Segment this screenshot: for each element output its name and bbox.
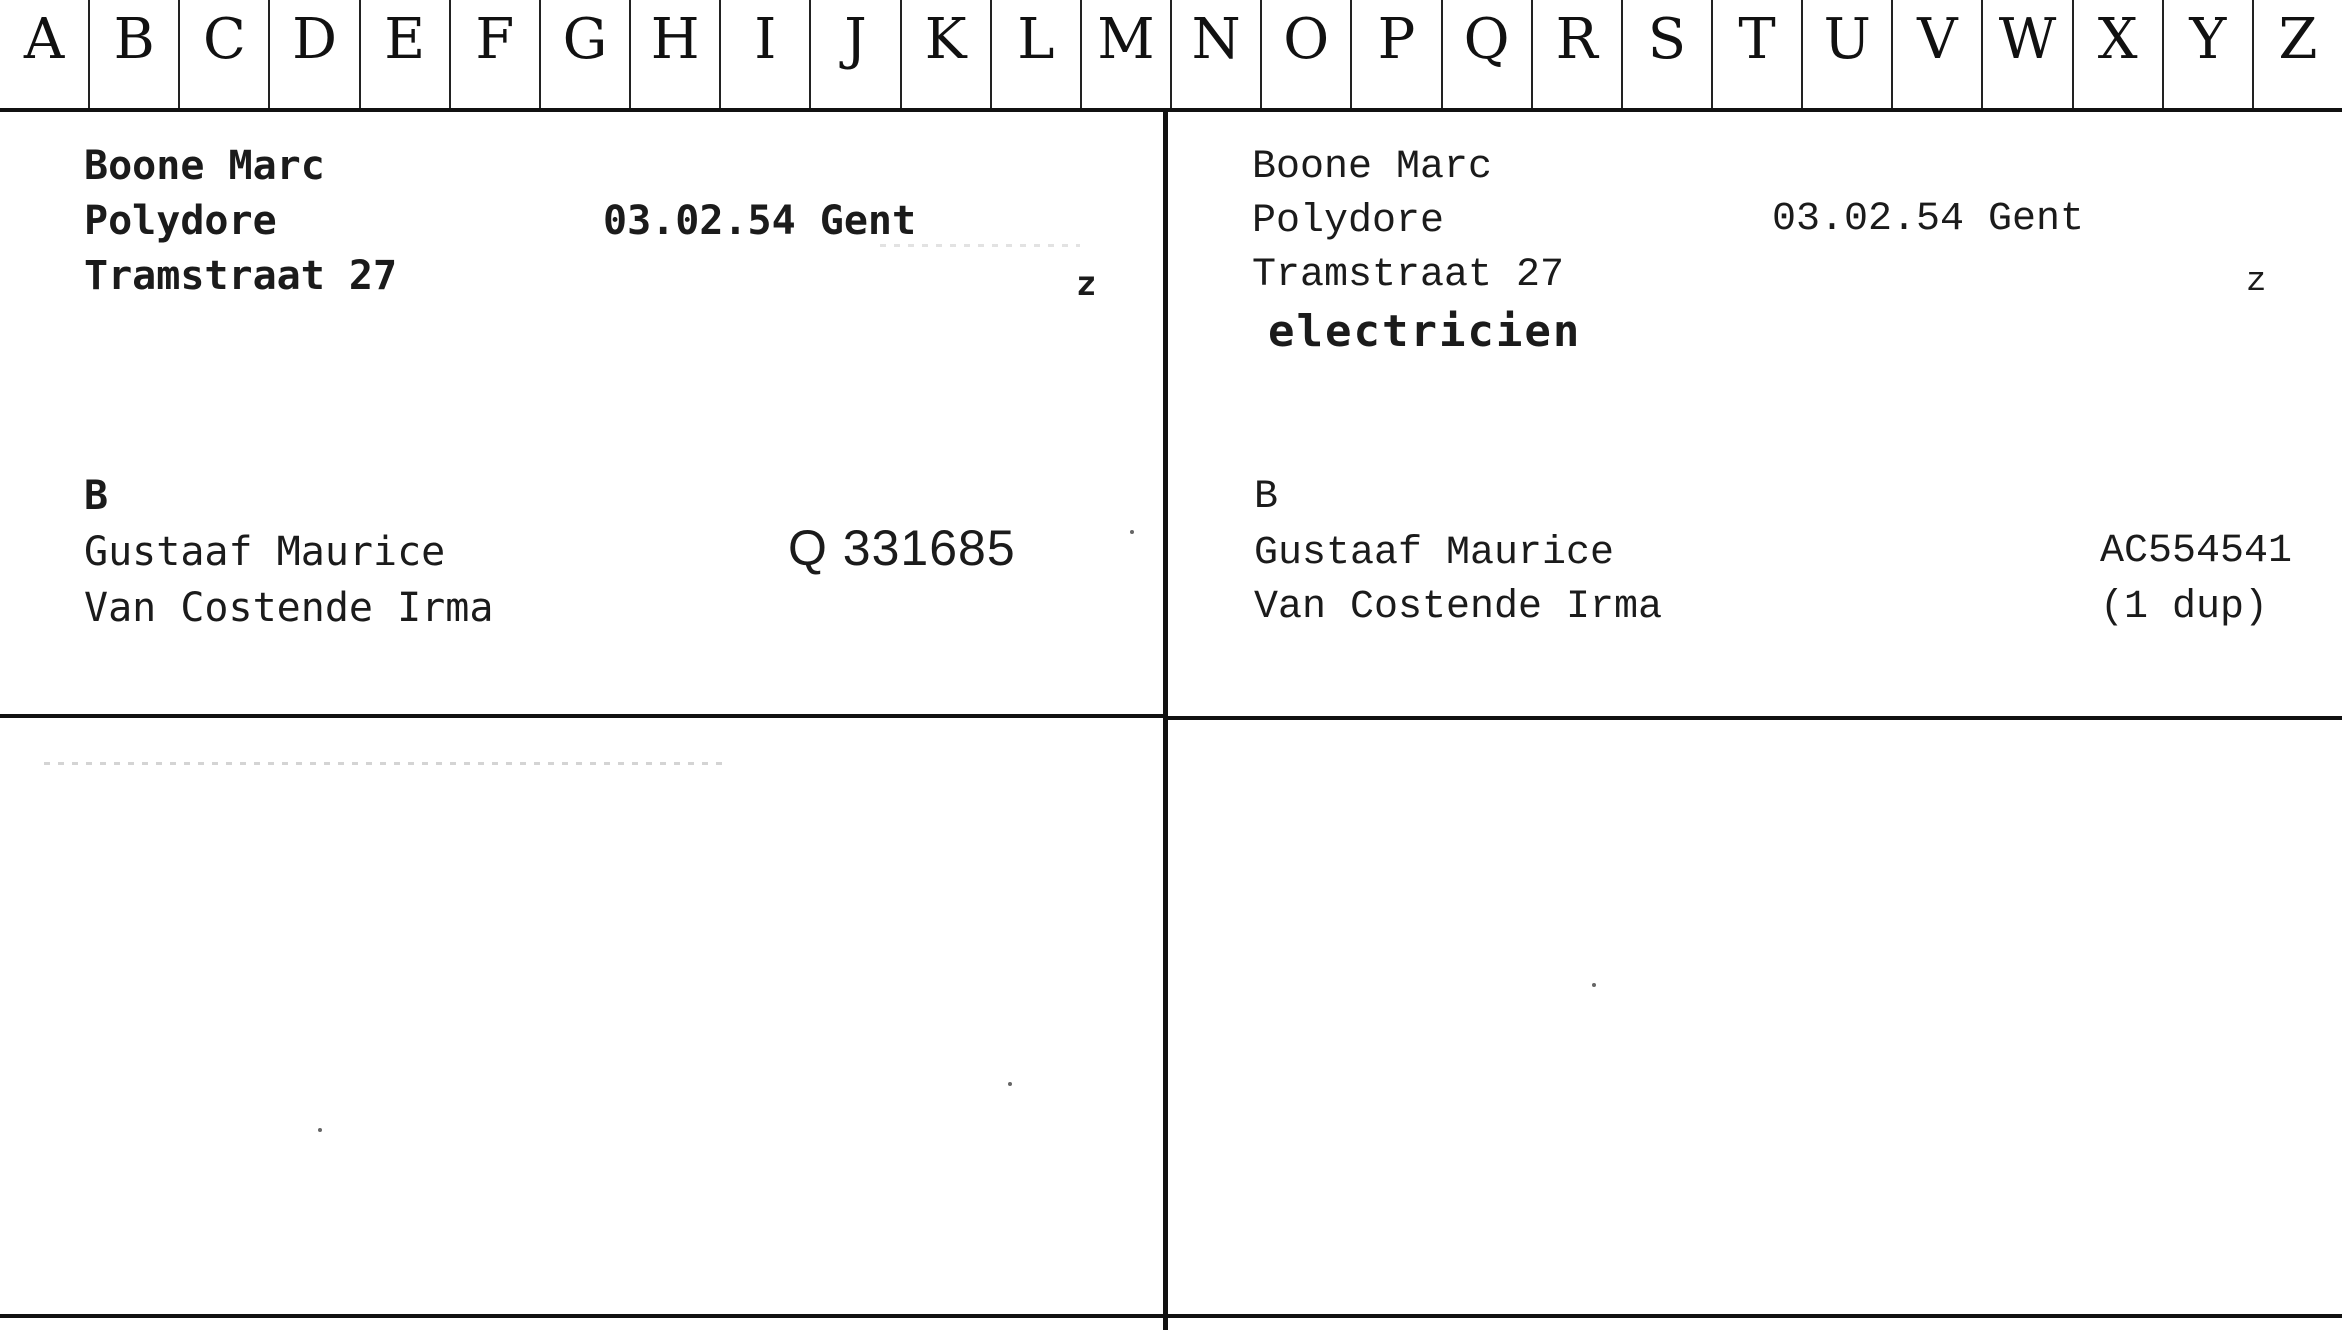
index-letter-k: K bbox=[902, 0, 992, 108]
card-right-note: (1 dup) bbox=[2100, 585, 2269, 630]
scan-noise bbox=[880, 244, 1080, 247]
card-left-marker: z bbox=[1076, 264, 1097, 304]
card-divider-left-bottom bbox=[0, 1314, 1163, 1318]
index-letter-c: C bbox=[180, 0, 270, 108]
index-letter-t: T bbox=[1713, 0, 1803, 108]
card-divider-left-middle bbox=[0, 714, 1163, 718]
index-letter-y: Y bbox=[2164, 0, 2254, 108]
card-left-name: Boone Marc bbox=[84, 143, 325, 189]
scan-speck bbox=[1130, 530, 1134, 534]
index-letter-m: M bbox=[1082, 0, 1172, 108]
card-left-number: Q 331685 bbox=[788, 520, 1016, 576]
alphabet-index-strip bbox=[0, 0, 2342, 112]
index-letter-d: D bbox=[270, 0, 360, 108]
card-right-father: Gustaaf Maurice bbox=[1254, 531, 1615, 576]
card-left-address: Tramstraat 27 bbox=[84, 253, 398, 299]
index-letter-p: P bbox=[1352, 0, 1442, 108]
scan-noise bbox=[44, 762, 724, 765]
card-left-father: Gustaaf Maurice bbox=[84, 529, 446, 575]
index-letter-r: R bbox=[1533, 0, 1623, 108]
index-letter-z: Z bbox=[2278, 7, 2318, 72]
index-letter-n: N bbox=[1172, 0, 1262, 108]
card-left-code: B bbox=[84, 473, 109, 519]
card-right-name: Boone Marc bbox=[1252, 145, 1493, 190]
index-letter-s: S bbox=[1623, 0, 1713, 108]
index-letter-e: E bbox=[361, 0, 451, 108]
card-right-occupation: electricien bbox=[1268, 306, 1582, 357]
scan-speck bbox=[1592, 983, 1596, 987]
index-letter-a: A bbox=[0, 0, 90, 108]
index-letter-v: V bbox=[1893, 0, 1983, 108]
index-letter-o: O bbox=[1262, 0, 1352, 108]
card-right-birth: 03.02.54 Gent bbox=[1772, 197, 2085, 242]
index-letter-l: L bbox=[992, 0, 1082, 108]
scan-speck bbox=[1008, 1082, 1012, 1086]
card-left-mother: Van Costende Irma bbox=[84, 585, 494, 631]
card-right-number: AC554541 bbox=[2100, 529, 2293, 574]
index-letter-j: J bbox=[811, 0, 901, 108]
index-letter-b: B bbox=[90, 0, 180, 108]
card-right-mother: Van Costende Irma bbox=[1254, 585, 1663, 630]
index-letter-w: W bbox=[1983, 0, 2073, 108]
index-letter-h: H bbox=[631, 0, 721, 108]
card-divider-right-bottom bbox=[1168, 1314, 2342, 1318]
index-letter-i: I bbox=[721, 0, 811, 108]
card-left-first-names: Polydore bbox=[84, 198, 277, 244]
index-letter-u: U bbox=[1803, 0, 1893, 108]
card-right-code: B bbox=[1254, 475, 1279, 520]
card-divider-vertical bbox=[1163, 112, 1168, 1330]
card-right-address: Tramstraat 27 bbox=[1252, 253, 1565, 298]
scan-speck bbox=[318, 1128, 322, 1132]
card-right-marker: z bbox=[2246, 263, 2267, 301]
card-left-birth: 03.02.54 Gent bbox=[603, 198, 917, 244]
index-letter-x: X bbox=[2074, 0, 2164, 108]
index-letter-q: Q bbox=[1443, 0, 1533, 108]
index-letter-g: G bbox=[541, 0, 631, 108]
index-letter-f: F bbox=[451, 0, 541, 108]
card-divider-right-middle bbox=[1168, 716, 2342, 720]
card-right-first-names: Polydore bbox=[1252, 199, 1445, 244]
